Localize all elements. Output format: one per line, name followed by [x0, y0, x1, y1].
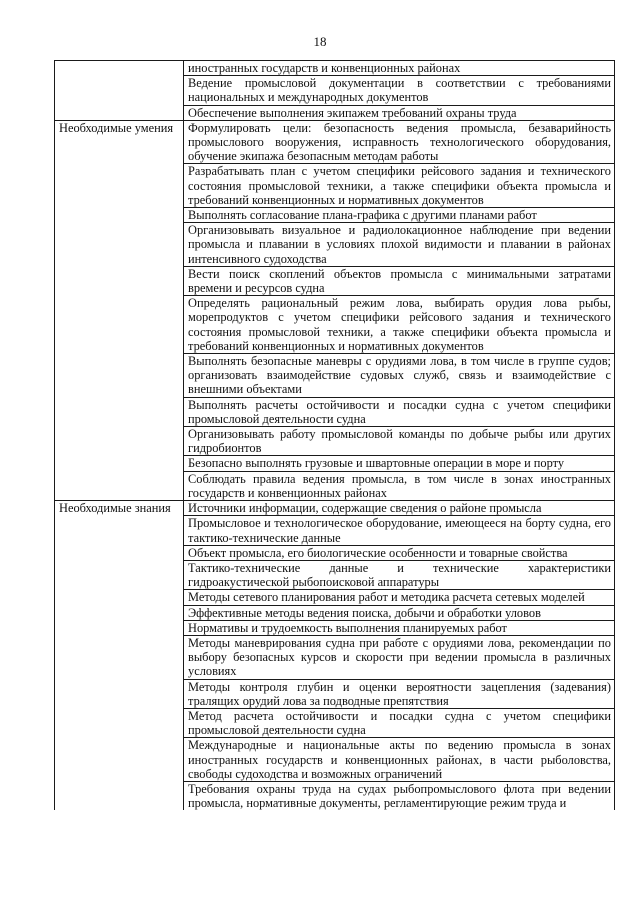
skill-item: Соблюдать правила ведения промысла, в том числе в зонах иностранных государств и конвенционных районах [184, 471, 615, 500]
table-row [55, 427, 615, 456]
skill-item: Определять рациональный режим лова, выбирать орудия лова рыбы, морепродуктов с учетом специфики рейсового задания и технического состояния промысловой техники, а также специфики объекта промысла и требований конвенционных и нормативных документов [184, 296, 615, 354]
label-cell [55, 105, 184, 120]
table-row [55, 545, 615, 560]
knowledge-item: Методы контроля глубин и оценки вероятности зацепления (задевания) тралящих орудий лова за подводные препятствия [184, 679, 615, 708]
table-row [55, 120, 615, 164]
skill-item: Выполнять безопасные маневры с орудиями лова, в том числе в группе судов; организовать взаимодействие судовых служб, связь и взаимодействие с внешними объектами [184, 354, 615, 398]
table-row [55, 560, 615, 589]
table-row [55, 456, 615, 471]
table-row [55, 605, 615, 620]
description-cell: Обеспечение выполнения экипажем требований охраны труда [184, 105, 615, 120]
table-row [55, 738, 615, 782]
knowledge-item: Эффективные методы ведения поиска, добычи и обработки уловов [184, 605, 615, 620]
knowledge-item: Требования охраны труда на судах рыбопромыслового флота при ведении промысла, нормативные документы, регламентирующие режим труда и [184, 781, 615, 810]
skill-item: Выполнять расчеты остойчивости и посадки судна с учетом специфики промысловой деятельности судна [184, 397, 615, 426]
skill-item: Вести поиск скоплений объектов промысла с минимальными затратами времени и ресурсов судна [184, 266, 615, 295]
knowledge-label: Необходимые знания [55, 501, 184, 516]
knowledge-item: Объект промысла, его биологические особенности и товарные свойства [184, 545, 615, 560]
page-number: 18 [313, 34, 327, 49]
table-row [55, 781, 615, 810]
knowledge-item: Тактико-технические данные и технические характеристики гидроакустической рыбопоисковой аппаратуры [184, 560, 615, 589]
table-row [55, 208, 615, 223]
table-row [55, 105, 615, 120]
table-row [55, 61, 615, 76]
knowledge-item: Методы сетевого планирования работ и методика расчета сетевых моделей [184, 590, 615, 605]
table-row [55, 397, 615, 426]
skill-item: Безопасно выполнять грузовые и швартовные операции в море и порту [184, 456, 615, 471]
description-cell: Ведение промысловой документации в соответствии с требованиями национальных и международных документов [184, 76, 615, 105]
skill-item: Организовывать работу промысловой команды по добыче рыбы или других гидробионтов [184, 427, 615, 456]
table-row [55, 223, 615, 267]
knowledge-item: Нормативы и трудоемкость выполнения планируемых работ [184, 620, 615, 635]
knowledge-item: Метод расчета остойчивости и посадки судна с учетом специфики промысловой деятельности судна [184, 708, 615, 737]
table-row [55, 76, 615, 105]
knowledge-item: Источники информации, содержащие сведения о районе промысла [184, 501, 615, 516]
table-row [55, 296, 615, 354]
table-row [55, 266, 615, 295]
skill-item: Формулировать цели: безопасность ведения промысла, безаварийность промыслового вооружения, исправность технологического оборудования, обучение экипажа безопасным методам работы [184, 120, 615, 164]
table-row [55, 354, 615, 398]
knowledge-item: Промысловое и технологическое оборудование, имеющееся на борту судна, его тактико-технические данные [184, 516, 615, 545]
competency-table [54, 60, 615, 810]
description-cell: иностранных государств и конвенционных районах [184, 61, 615, 76]
table-row [55, 471, 615, 500]
label-cell [55, 61, 184, 76]
table-row [55, 590, 615, 605]
table-row [55, 708, 615, 737]
skill-item: Разрабатывать план с учетом специфики рейсового задания и технического состояния промысловой техники, а также специфики объекта промысла и требований конвенционных и нормативных документов [184, 164, 615, 208]
table-row [55, 164, 615, 208]
skills-label: Необходимые умения [55, 120, 184, 164]
table-row [55, 635, 615, 679]
skill-item: Выполнять согласование плана-графика с другими планами работ [184, 208, 615, 223]
knowledge-item: Международные и национальные акты по ведению промысла в зонах иностранных государств и конвенционных районах, в части рыболовства, свободы судоходства и возможных ограничений [184, 738, 615, 782]
table-row [55, 501, 615, 516]
table-row [55, 679, 615, 708]
label-cell [55, 76, 184, 105]
table-row [55, 516, 615, 545]
table-row [55, 620, 615, 635]
knowledge-item: Методы маневрирования судна при работе с орудиями лова, рекомендации по выбору безопасных курсов и скорости при ведении промысла в различных условиях [184, 635, 615, 679]
skill-item: Организовывать визуальное и радиолокационное наблюдение при ведении промысла и плавании в условиях плохой видимости и плавании в районах интенсивного судоходства [184, 223, 615, 267]
